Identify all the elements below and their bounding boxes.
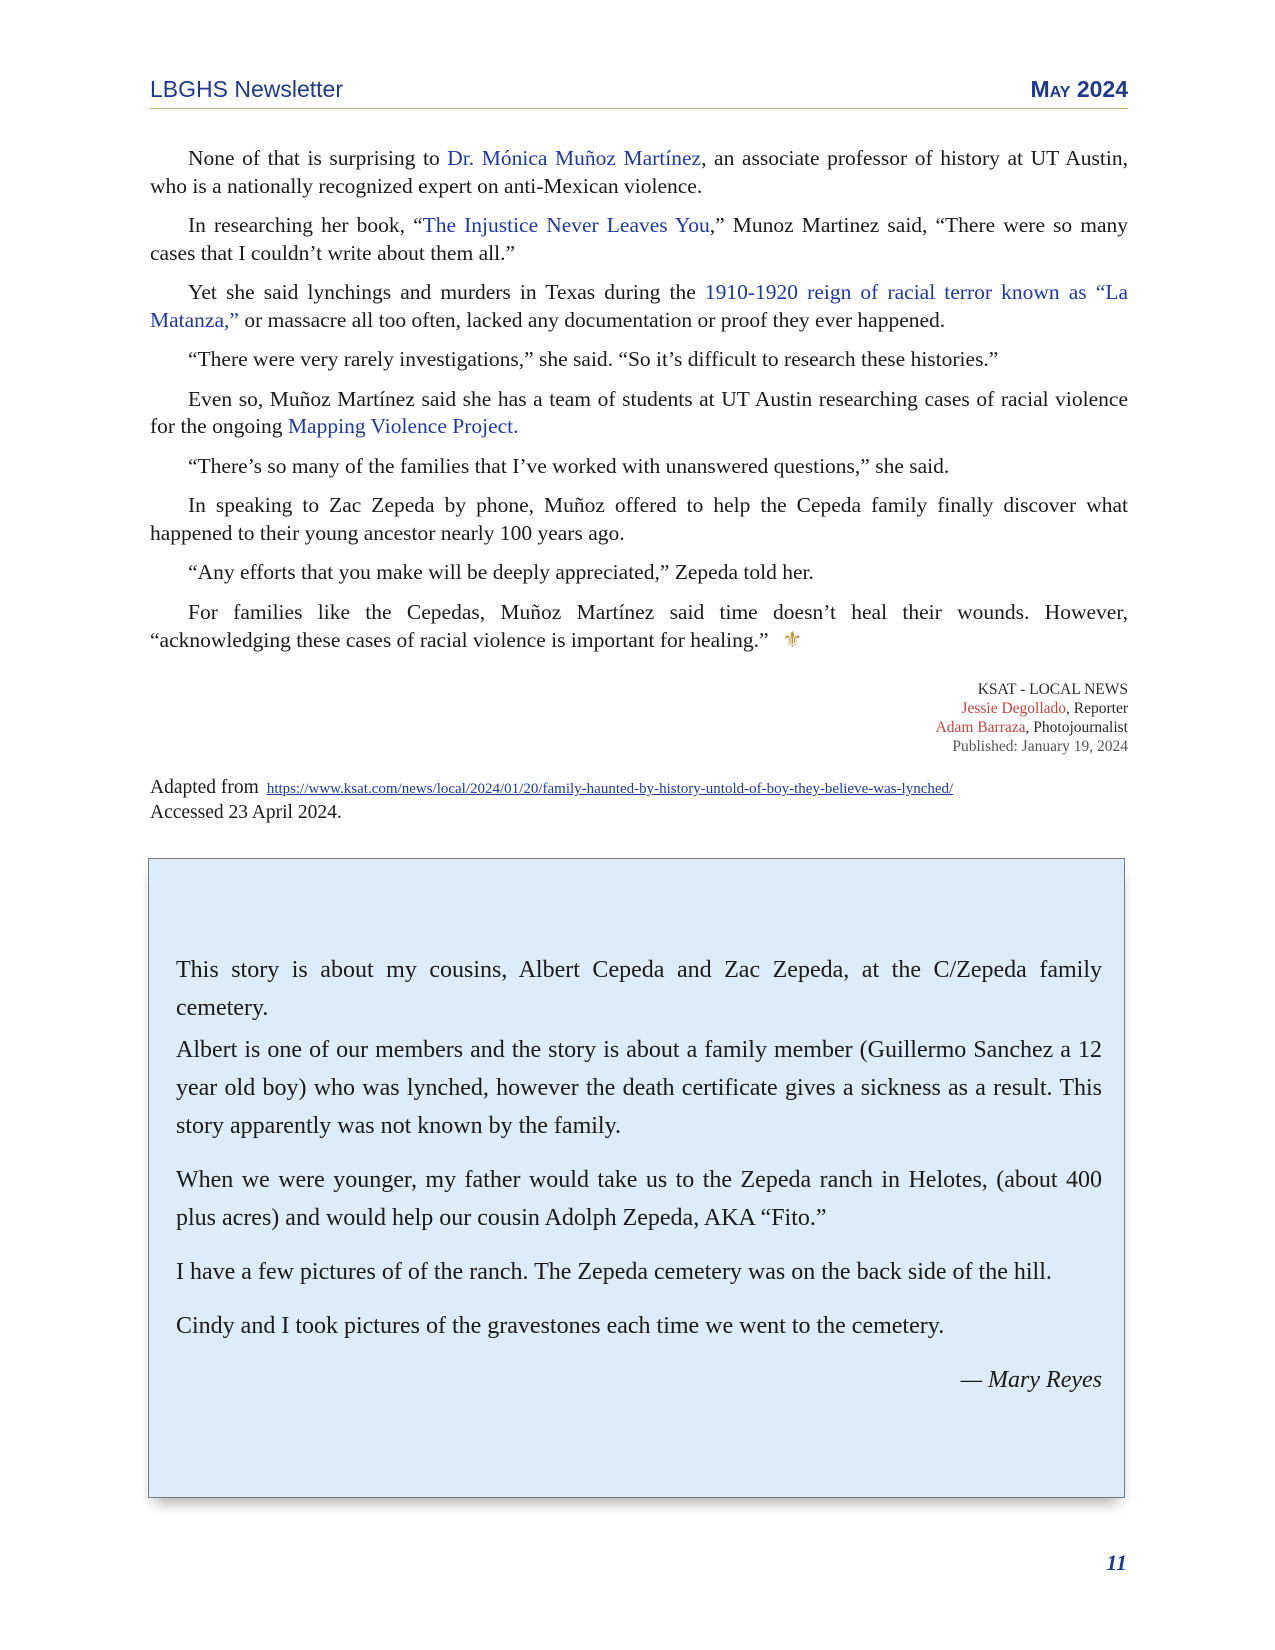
article-paragraph: Yet she said lynchings and murders in Texas during the 1910-1920 reign of racial terror known as “La Matanza,” or massacre all too often, lacked any documentation or proof they ever happened. — [150, 280, 1128, 332]
note-paragraph: This story is about my cousins, Albert Cepeda and Zac Zepeda, at the C/Zepeda family cemetery. — [176, 957, 1102, 1021]
newsletter-title: LBGHS Newsletter — [150, 76, 344, 102]
issue-date: May 2024 — [1030, 76, 1128, 102]
adapted-from — [150, 776, 1128, 824]
note-paragraph: Albert is one of our members and the story is about a family member (Guillermo Sanchez a 12 year old boy) who was lynched, however the death certificate gives a sickness as a result. This story apparently was not known by the family. — [176, 1037, 1102, 1139]
mapping-violence-link[interactable]: Mapping Violence Project. — [287, 414, 519, 438]
article-paragraph: “There were very rarely investigations,” she said. “So it’s difficult to research these histories.” — [188, 347, 999, 371]
article-paragraph: In researching her book, “The Injustice Never Leaves You,” Munoz Martinez said, “There were so many cases that I couldn’t write about them all.” — [150, 213, 1128, 265]
source-url-link[interactable]: https://www.ksat.com/news/local/2024/01/20/family-haunted-by-history-untold-of-boy-they-believe-was-lynched/ — [266, 781, 954, 797]
note-paragraph: I have a few pictures of of the ranch. The Zepeda cemetery was on the back side of the hill. — [176, 1259, 1052, 1285]
la-matanza-link[interactable]: 1910-1920 reign of racial terror known as “La Matanza,” — [150, 280, 1128, 332]
fleur-de-lis-icon: ⚜ — [782, 627, 803, 652]
article-paragraph: In speaking to Zac Zepeda by phone, Muñoz offered to help the Cepeda family finally discover what happened to their young ancestor nearly 100 years ago. — [150, 493, 1128, 545]
article-paragraph: None of that is surprising to Dr. Mónica Muñoz Martínez, an associate professor of history at UT Austin, who is a nationally recognized expert on anti-Mexican violence. — [150, 146, 1128, 198]
article-body — [150, 145, 1128, 667]
professor-link[interactable]: Dr. Mónica Muñoz Martínez — [447, 146, 702, 170]
article-paragraph: “There’s so many of the families that I’ve worked with unanswered questions,” she said. — [188, 453, 950, 478]
credit-photographer: Adam Barraza, Photojournalist — [935, 719, 1128, 736]
credit-reporter: Jessie Degollado, Reporter — [961, 700, 1128, 717]
note-paragraph: Cindy and I took pictures of the gravestones each time we went to the cemetery. — [176, 1313, 945, 1339]
book-link[interactable]: The Injustice Never Leaves You — [422, 213, 710, 237]
credit-source: KSAT - LOCAL NEWS — [977, 681, 1128, 698]
reader-note-box — [148, 858, 1125, 1498]
page-header — [150, 72, 1128, 109]
accessed-date: Accessed 23 April 2024. — [150, 802, 342, 823]
note-paragraph: When we were younger, my father would take us to the Zepeda ranch in Helotes, (about 400 plus acres) and would help our cousin Adolph Zepeda, AKA “Fito.” — [176, 1167, 1102, 1231]
article-paragraph: For families like the Cepedas, Muñoz Martínez said time doesn’t heal their wounds. However, “acknowledging these cases of racial violence is important for healing.” ⚜ — [150, 599, 1128, 652]
reader-note-content — [176, 951, 1102, 1399]
credit-published: Published: January 19, 2024 — [952, 738, 1128, 755]
article-paragraph: Even so, Muñoz Martínez said she has a team of students at UT Austin researching cases of racial violence for the ongoing Mapping Violence Project. — [150, 386, 1128, 438]
page-number: 11 — [1106, 1550, 1127, 1575]
article-credits — [936, 680, 1128, 756]
note-signature: — Mary Reyes — [960, 1367, 1102, 1393]
adapted-label: Adapted from — [150, 777, 259, 798]
article-paragraph: “Any efforts that you make will be deeply appreciated,” Zepeda told her. — [188, 560, 814, 584]
